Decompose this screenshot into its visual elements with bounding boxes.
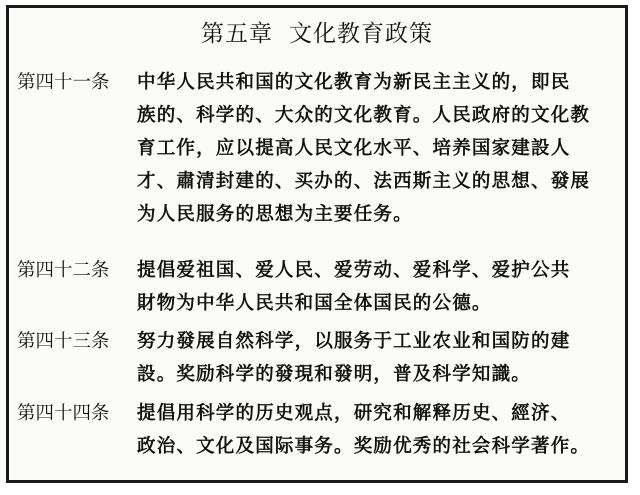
article-number: 第四十二条 [17,260,110,281]
article-41 [17,66,617,231]
article-43 [17,325,617,391]
article-text-line: 提倡爱祖国、爱人民、爱劳动、爱科学、爱护公共 [137,260,571,281]
chapter-title [9,18,625,50]
article-text-line: 育工作，应以提高人民文化水平、培养国家建設人 [137,138,571,159]
article-number: 第四十四条 [17,403,110,424]
article-text-line: 提倡用科学的历史观点，研究和解释历史、經济、 [137,403,571,424]
article-text-line: 設。奖励科学的發現和發明，普及科学知識。 [137,364,532,385]
document-page [9,8,625,480]
article-text-line: 中华人民共和国的文化教育为新民主主义的，即民 [137,72,571,93]
article-number: 第四十三条 [17,331,110,352]
article-text-line: 努力發展自然科学，以服务于工业农业和国防的建 [137,331,571,352]
chapter-number: 第五章 [201,21,273,47]
chapter-name: 文化教育政策 [289,21,433,47]
article-text-line: 財物为中华人民共和国全体国民的公德。 [137,293,492,314]
article-42 [17,254,617,320]
article-text-line: 族的、科学的、大众的文化教育。人民政府的文化教 [137,105,591,126]
article-44 [17,397,617,463]
article-text-line: 为人民服务的思想为主要任务。 [137,204,413,225]
article-text-line: 才、肅清封建的、买办的、法西斯主义的思想、發展 [137,171,591,192]
document-frame [6,5,628,483]
article-text-line: 政治、文化及国际事务。奖励优秀的社会科学著作。 [137,436,591,457]
article-number: 第四十一条 [17,72,110,93]
